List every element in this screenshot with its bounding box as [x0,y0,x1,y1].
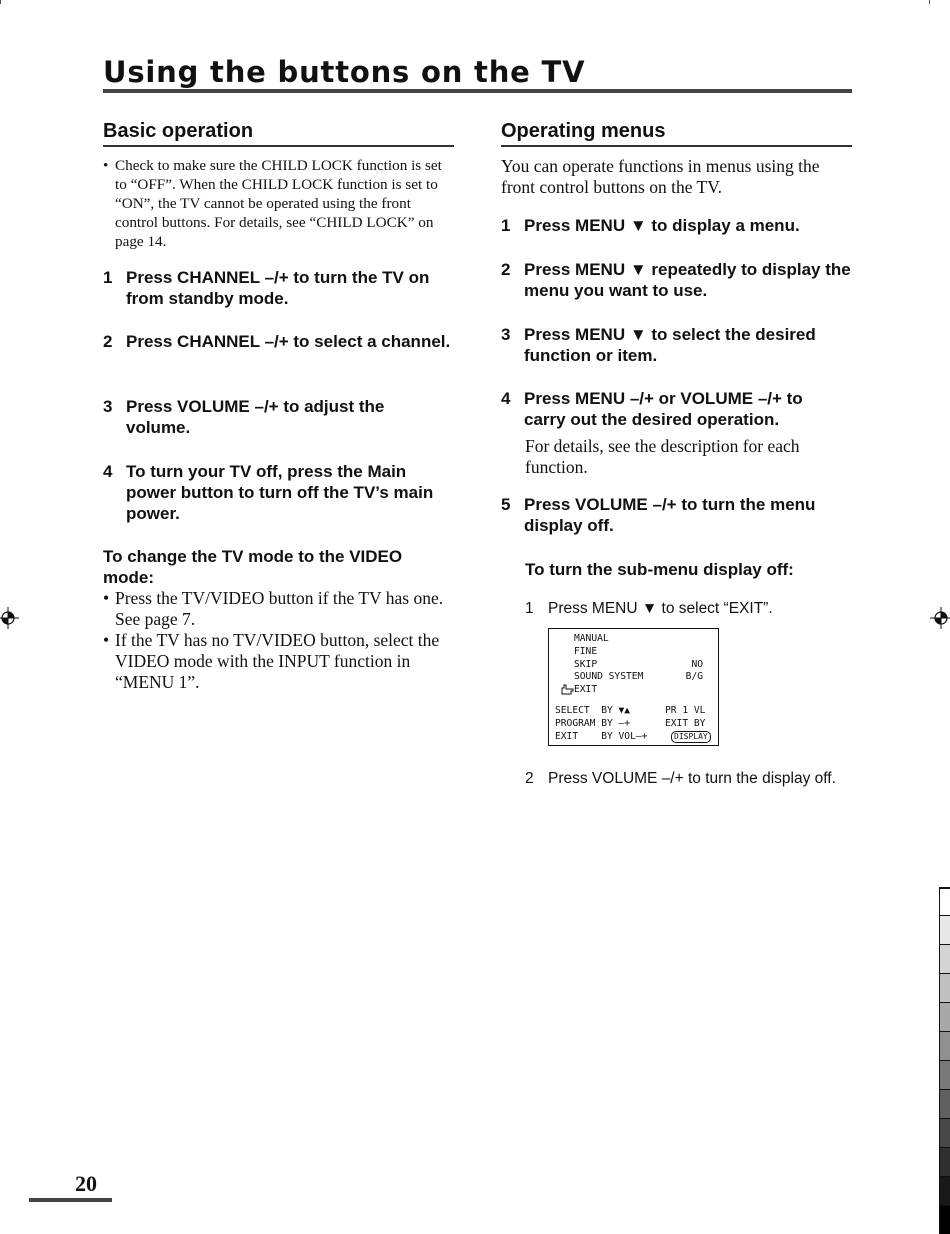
step-4-detail: For details, see the description for each function. [525,436,800,477]
osd-item-value: B/G [685,671,703,682]
step-text: Press MENU ▼ to select the desired function or item. [524,325,816,365]
osd-item-label: SOUND SYSTEM [574,671,644,682]
left-step-1 [103,267,453,309]
osd-footer-exit: EXIT BY VOL–+ [555,731,648,742]
step-text: Press MENU –/+ or VOLUME –/+ to carry out the desired operation. [524,389,803,429]
gray-scale-cell [939,1118,950,1147]
osd-item-label: SKIP [574,659,598,670]
substep-2 [525,768,850,789]
video-bullet-text: Press the TV/VIDEO button if the TV has one. See page 7. [115,588,444,629]
step-number: 3 [501,325,511,344]
step-text: To turn your TV off, press the Main power button to turn off the TV’s main power. [126,462,434,523]
osd-footer-select-right: PR 1 VL [665,705,706,716]
step-number: 4 [501,389,511,408]
step-number: 1 [501,216,511,235]
osd-footer-program-right: EXIT BY [665,718,706,729]
registration-mark-icon [930,607,950,629]
video-mode-bullets [103,588,458,693]
gray-scale-cell [939,1147,950,1176]
gray-scale-cell [939,1176,950,1205]
child-lock-note [103,156,456,251]
submenu-heading [525,559,855,580]
registration-mark-icon [0,607,19,629]
gray-scale-cell [939,887,950,915]
step-text: Press MENU ▼ to display a menu. [524,216,800,235]
right-step-3 [501,324,851,366]
step-text: Press MENU ▼ to select “EXIT”. [548,600,773,617]
gray-scale-cell [939,915,950,944]
step-number: 3 [103,397,113,416]
title-rule [103,89,852,93]
step-text: Press VOLUME –/+ to adjust the volume. [126,397,385,437]
gray-scale-cell [939,1205,950,1234]
gray-scale-cell [939,1060,950,1089]
list-item: • Press the TV/VIDEO button if the TV has one. See page 7. [103,588,444,629]
step-number: 5 [501,495,511,514]
step-number: 1 [525,600,534,617]
display-button-label: DISPLAY [671,731,711,743]
right-step-4 [501,388,846,430]
submenu-heading-text: To turn the sub-menu display off: [525,560,794,579]
right-step-1 [501,215,851,236]
child-lock-note-text: Check to make sure the CHILD LOCK function is set to “OFF”. When the CHILD LOCK function is set to “ON”, the TV cannot be operated using the front control buttons. For details, see “CHILD LOCK” on page 14. [115,157,442,250]
page-title: Using the buttons on the TV [103,55,586,89]
left-step-3 [103,396,453,438]
gray-scale-cell [939,1031,950,1060]
right-step-2 [501,259,853,301]
osd-item-value: NO [691,659,703,670]
gray-scale-cell [939,944,950,973]
video-bullet-text: If the TV has no TV/VIDEO button, select the VIDEO mode with the INPUT function in “MENU 1”. [115,630,440,692]
right-step-5 [501,494,853,536]
osd-item-label: EXIT [574,684,598,695]
step-text: Press VOLUME –/+ to turn the menu display off. [524,495,816,535]
crop-mark-top-left [0,0,1,4]
operating-menus-rule [501,145,852,147]
video-mode-heading [103,546,448,588]
left-step-4 [103,461,448,524]
step-number: 2 [501,260,511,279]
osd-footer-select: SELECT BY ▼▲ [555,705,631,716]
list-item: • If the TV has no TV/VIDEO button, select the VIDEO mode with the INPUT function in “MENU 1”. [103,630,440,692]
operating-menus-intro: You can operate functions in menus using the front control buttons on the TV. [501,156,820,197]
page-number: 20 [75,1171,97,1196]
step-number: 2 [525,770,534,787]
substep-1 [525,598,845,619]
step-text: Press CHANNEL –/+ to select a channel. [126,332,451,351]
step-text: Press VOLUME –/+ to turn the display off. [548,770,836,787]
step-number: 2 [103,332,113,351]
gray-scale-cell [939,1002,950,1031]
gray-scale-strip [939,887,950,1234]
step-number: 4 [103,462,113,481]
step-text: Press CHANNEL –/+ to turn the TV on from standby mode. [126,268,430,308]
step-text: Press MENU ▼ repeatedly to display the menu you want to use. [524,260,851,300]
left-step-2 [103,331,453,352]
page-number-rule [29,1198,112,1202]
list-item: • Check to make sure the CHILD LOCK function is set to “OFF”. When the CHILD LOCK function is set to “ON”, the TV cannot be operated using the front control buttons. For details, see “CHILD LOCK” on page 14. [103,157,442,250]
gray-scale-cell [939,1089,950,1118]
video-mode-heading-text: To change the TV mode to the VIDEO mode: [103,547,403,587]
basic-operation-rule [103,145,454,147]
osd-footer-program: PROGRAM BY –+ [555,718,631,729]
gray-scale-cell [939,973,950,1002]
osd-item-label: FINE [574,646,598,657]
operating-menus-heading: Operating menus [501,120,666,142]
crop-mark-top-right [929,0,930,4]
pointing-hand-icon [561,684,574,695]
osd-menu-illustration [548,628,719,746]
basic-operation-heading: Basic operation [103,120,254,142]
step-number: 1 [103,268,113,287]
osd-item-label: MANUAL [574,633,609,644]
